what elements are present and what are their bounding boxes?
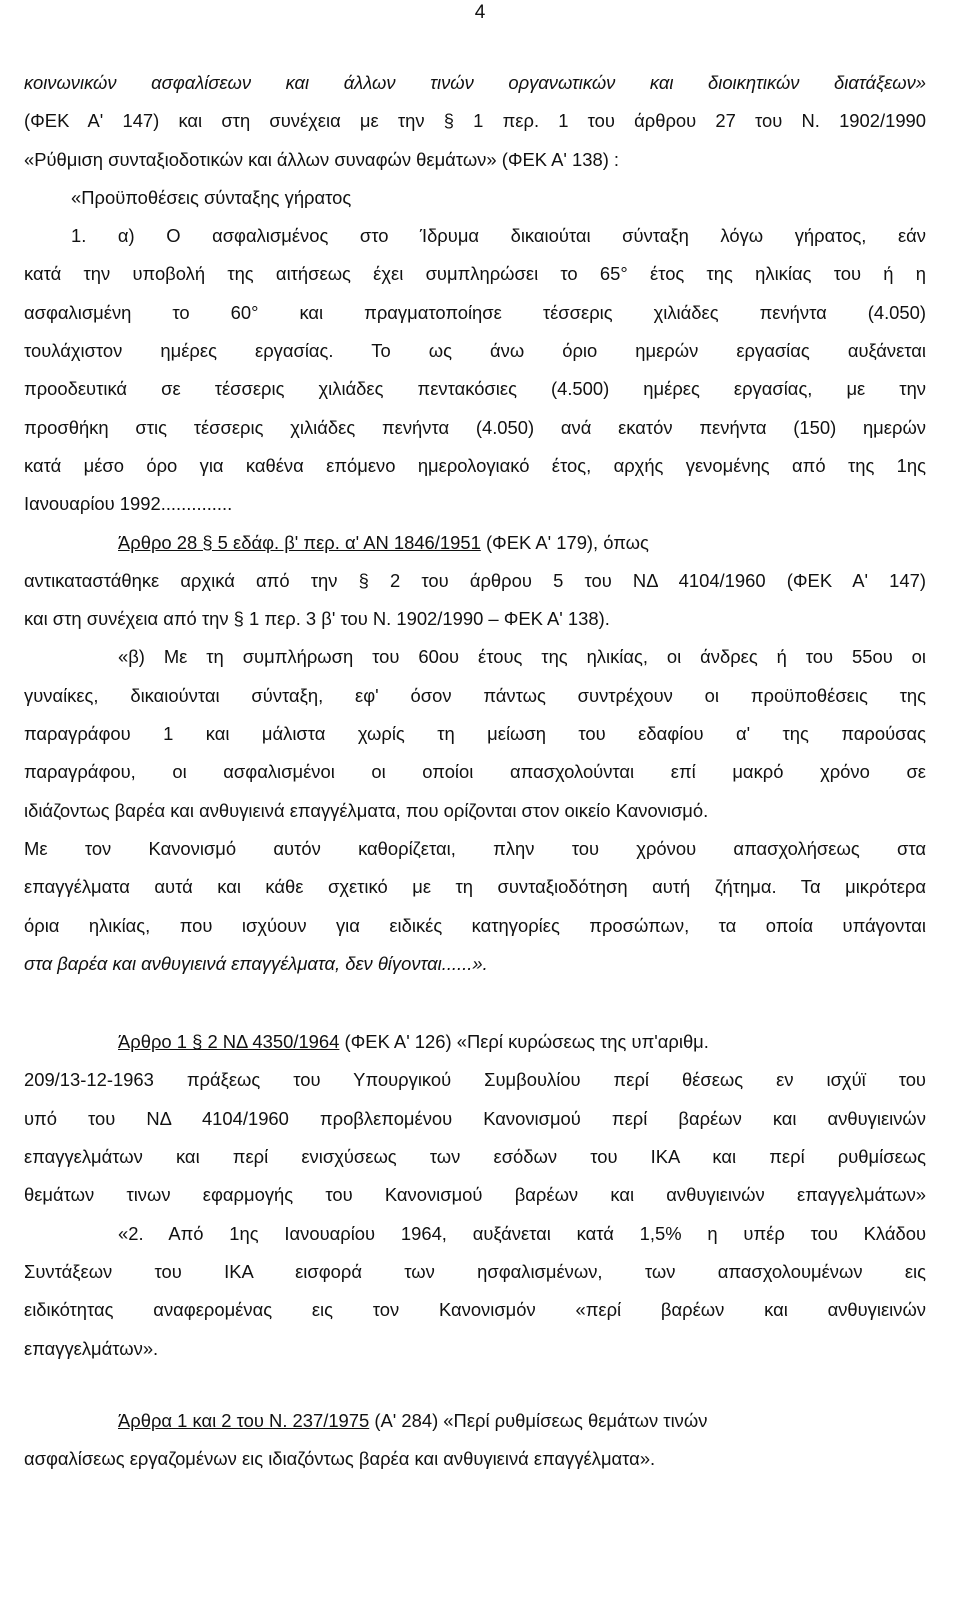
text-line: «2. Από 1ης Ιανουαρίου 1964, αυξάνεται κατά 1,5% η υπέρ του Κλάδου [118,1222,926,1244]
paragraph-gap [24,983,926,1023]
article-reference: Άρθρο 28 § 5 εδάφ. β' περ. α' ΑΝ 1846/1951 [118,531,481,553]
article-reference-line [24,1402,926,1440]
text-line: κοινωνικών ασφαλίσεων και άλλων τινών οργανωτικών και διοικητικών διατάξεων» [24,72,926,93]
article-reference-line [24,524,926,562]
text-line: επαγγέλματα αυτά και κάθε σχετικό με τη συνταξιοδότηση αυτή ζήτημα. Τα μικρότερα [24,876,926,898]
text-line: κατά την υποβολή της αιτήσεως έχει συμπληρώσει το 65° έτος της ηλικίας του ή η [24,263,926,285]
text-line: 1. α) Ο ασφαλισμένος στο Ίδρυμα δικαιούται σύνταξη λόγω γήρατος, εάν [71,225,926,247]
text-line: και στη συνέχεια από την § 1 περ. 3 β' του Ν. 1902/1990 – ΦΕΚ Α' 138). [24,608,610,630]
document-body [24,64,926,1478]
text-line: υπό του ΝΔ 4104/1960 προβλεπομένου Κανονισμού περί βαρέων και ανθυγιεινών [24,1107,926,1129]
text-line: «Προϋποθέσεις σύνταξης γήρατος [71,186,352,208]
text-line: 209/13-12-1963 πράξεως του Υπουργικού Συμβουλίου περί θέσεως εν ισχύϊ του [24,1069,926,1091]
text-line: προοδευτικά σε τέσσερις χιλιάδες πεντακόσιες (4.500) ημέρες εργασίας, με την [24,378,926,400]
article-reference: Άρθρα 1 και 2 του Ν. 237/1975 [118,1409,370,1431]
text-fragment: (ΦΕΚ Α' 126) «Περί κυρώσεως της υπ'αριθμ. [344,1031,709,1053]
text-fragment: (Α' 284) «Περί ρυθμίσεως θεμάτων τινών [374,1409,708,1431]
text-line: κατά μέσο όρο για καθένα επόμενο ημερολογιακό έτος, αρχής γενομένης από της 1ης [24,454,926,476]
text-line: ειδικότητας αναφερομένας εις τον Κανονισμόν «περί βαρέων και ανθυγιεινών [24,1299,926,1321]
text-line: ιδιάζοντως βαρέα και ανθυγιεινά επαγγέλματα, που ορίζονται στον οικείο Κανονισμό. [24,799,709,821]
text-line: «β) Με τη συμπλήρωση του 60ου έτους της ηλικίας, οι άνδρες ή του 55ου οι [118,646,926,668]
text-line: Συντάξεων του ΙΚΑ εισφορά των ησφαλισμένων, των απασχολουμένων εις [24,1260,926,1282]
text-line: αντικαταστάθηκε αρχικά από την § 2 του άρθρου 5 του ΝΔ 4104/1960 (ΦΕΚ Α' 147) [24,569,926,591]
text-line: Ιανουαρίου 1992.............. [24,493,233,515]
article-reference-line [24,1023,926,1061]
text-line: (ΦΕΚ Α' 147) και στη συνέχεια με την § 1 περ. 1 του άρθρου 27 του Ν. 1902/1990 [24,110,926,132]
text-line: παραγράφου, οι ασφαλισμένοι οι οποίοι απασχολούνται επί μακρό χρόνο σε [24,761,926,783]
paragraph-gap [24,1368,926,1402]
text-line: επαγγελμάτων και περί ενισχύσεως των εσόδων του ΙΚΑ και περί ρυθμίσεως [24,1146,926,1168]
text-fragment: (ΦΕΚ Α' 179), όπως [485,531,649,553]
text-line: «Ρύθμιση συνταξιοδοτικών και άλλων συναφών θεμάτων» (ΦΕΚ Α' 138) : [24,148,620,170]
text-line: προσθήκη στις τέσσερις χιλιάδες πενήντα (4.050) ανά εκατόν πενήντα (150) ημερών [24,416,926,438]
text-line: γυναίκες, δικαιούνται σύνταξη, εφ' όσον πάντως συντρέχουν οι προϋποθέσεις της [24,684,926,706]
text-line: θεμάτων τινων εφαρμογής του Κανονισμού βαρέων και ανθυγιεινών επαγγελμάτων» [24,1184,926,1206]
text-line: όρια ηλικίας, που ισχύουν για ειδικές κατηγορίες προσώπων, τα οποία υπάγονται [24,914,926,936]
page-number: 4 [474,2,486,23]
text-line: επαγγελμάτων». [24,1337,159,1359]
text-line: ασφαλισμένη το 60° και πραγματοποίησε τέσσερις χιλιάδες πενήντα (4.050) [24,301,926,323]
text-line: τουλάχιστον ημέρες εργασίας. Το ως άνω όριο ημερών εργασίας αυξάνεται [24,340,926,362]
text-line: παραγράφου 1 και μάλιστα χωρίς τη μείωση του εδαφίου α' της παρούσας [24,723,926,745]
article-reference: Άρθρο 1 § 2 ΝΔ 4350/1964 [118,1031,340,1053]
text-line: στα βαρέα και ανθυγιεινά επαγγέλματα, δεν θίγονται......». [24,952,488,974]
text-line: ασφαλίσεως εργαζομένων εις ιδιαζόντως βαρέα και ανθυγιεινά επαγγέλματα». [24,1448,656,1470]
text-line: Με τον Κανονισμό αυτόν καθορίζεται, πλην του χρόνου απασχολήσεως στα [24,837,926,859]
